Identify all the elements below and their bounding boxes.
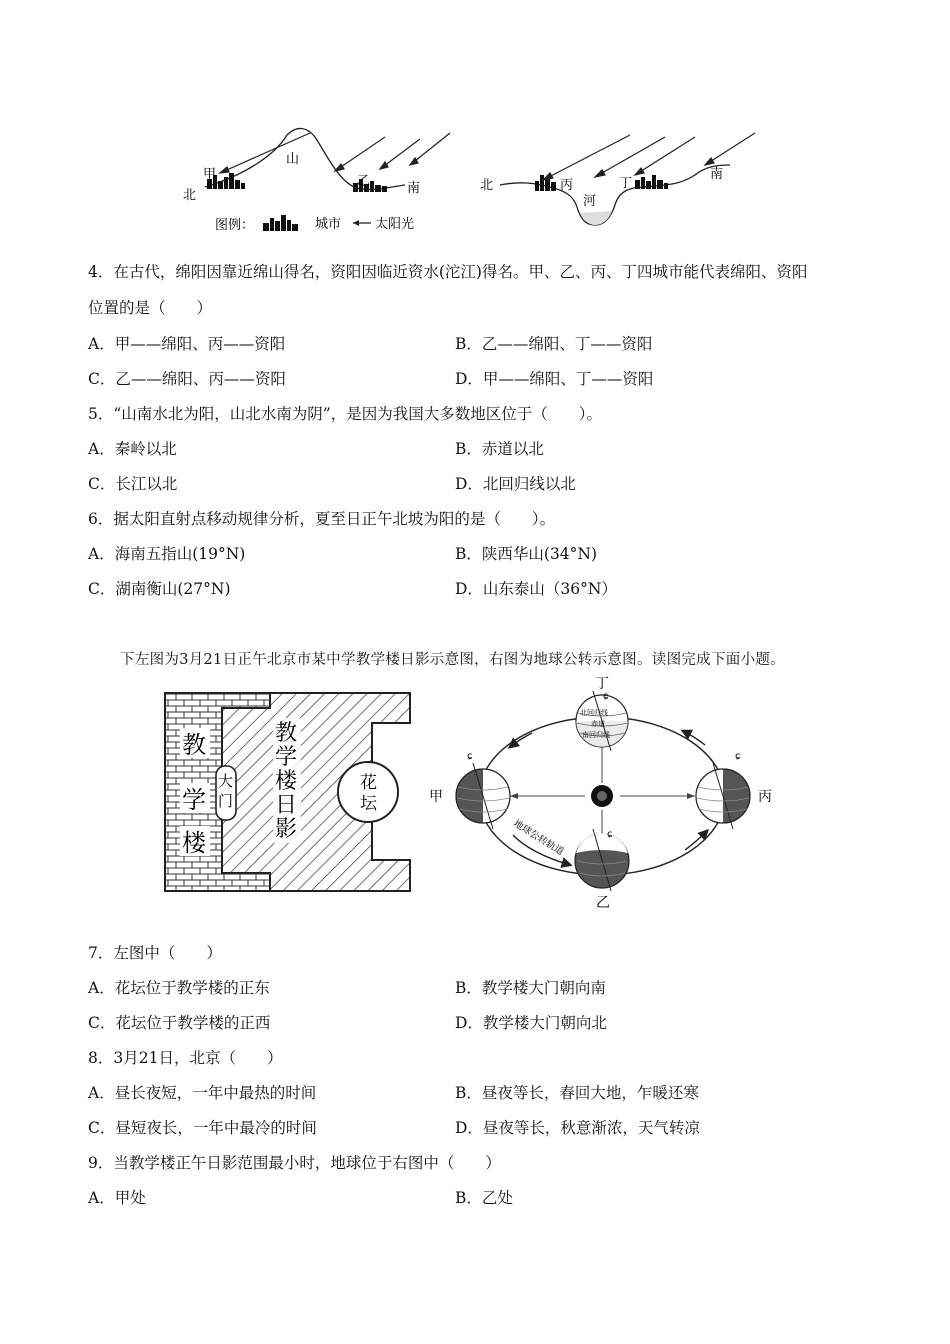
q5-option-b[interactable]: B．赤道以北 [455, 440, 544, 458]
q5-option-a[interactable]: A．秦岭以北 [88, 440, 177, 458]
shadow-char-3: 楼 [275, 769, 298, 794]
q9-stem: 9．当教学楼正午日影范围最小时，地球位于右图中（ ） [88, 1154, 501, 1172]
q9-option-a[interactable]: A．甲处 [88, 1189, 146, 1207]
q5-stem: 5．“山南水北为阳，山北水南为阴”，是因为我国大多数地区位于（ ）。 [88, 405, 602, 423]
flowerbed-char-2: 坛 [360, 794, 377, 814]
building-shadow-figure [160, 688, 418, 896]
shadow-char-5: 影 [275, 817, 298, 842]
legend-arrow-icon [353, 220, 359, 226]
q8-option-d[interactable]: D．昼夜等长，秋意渐浓，天气转凉 [455, 1119, 700, 1137]
earth-yi [575, 829, 629, 891]
axis-tag-jia: ɕ [467, 751, 473, 762]
q4-stem-line2: 位置的是（ ） [88, 299, 213, 317]
q8-option-b[interactable]: B．昼夜等长，春回大地，乍暖还寒 [455, 1084, 699, 1102]
sunlight-arrows-right [543, 133, 755, 180]
shadow-char-4: 日 [275, 793, 298, 818]
earth-revolution-figure [425, 675, 780, 910]
q7-option-c[interactable]: C．花坛位于教学楼的正西 [88, 1014, 271, 1032]
earth-jia [456, 751, 510, 829]
q8-option-c[interactable]: C．昼短夜长，一年中最冷的时间 [88, 1119, 317, 1137]
q7-option-b[interactable]: B．教学楼大门朝向南 [455, 979, 606, 997]
legend-label: 图例： [215, 218, 255, 233]
flowerbed-char-1: 花 [360, 773, 377, 793]
q5-option-d[interactable]: D．北回归线以北 [455, 475, 576, 493]
position-yi: 乙 [596, 895, 610, 910]
orbit-label: 地球公转轨道 [511, 818, 566, 858]
south-label-right: 南 [710, 167, 724, 182]
position-jia: 甲 [429, 789, 443, 805]
axis-tag-bing: ɕ [735, 751, 741, 762]
q4-option-c[interactable]: C．乙——绵阳、丙——资阳 [88, 370, 286, 388]
city-b-label: 乙 [357, 174, 371, 189]
q4-option-a[interactable]: A．甲——绵阳、丙——资阳 [88, 335, 286, 353]
shadow-char-2: 学 [275, 745, 298, 770]
q6-option-d[interactable]: D．山东泰山（36°N） [455, 580, 617, 598]
q7-option-d[interactable]: D．教学楼大门朝向北 [455, 1014, 607, 1032]
legend-sunlight-text: 太阳光 [375, 217, 415, 232]
q8-option-a[interactable]: A．昼长夜短，一年中最热的时间 [88, 1084, 317, 1102]
q8-stem: 8．3月21日，北京（ ） [88, 1049, 283, 1067]
door-char-2: 门 [218, 792, 234, 810]
city-d-label: 丁 [619, 176, 633, 191]
q6-option-c[interactable]: C．湖南衡山(27°N) [88, 580, 231, 598]
earth-bing [696, 751, 750, 829]
north-label: 北 [183, 188, 197, 203]
sun-slope-figure [175, 125, 765, 240]
mountain-label: 山 [286, 152, 300, 167]
ding-equator: 赤道 [591, 720, 605, 728]
legend-city-text: 城市 [315, 217, 342, 232]
city-a-label: 甲 [203, 167, 217, 182]
building-char-2: 学 [182, 786, 206, 814]
q7-option-a[interactable]: A．花坛位于教学楼的正东 [88, 979, 270, 997]
axis-tag-ding: ɕ [603, 691, 609, 702]
position-bing: 丙 [758, 789, 772, 805]
city-c-label: 丙 [560, 178, 574, 193]
building-char-1: 教 [182, 731, 206, 759]
axis-tag-yi: ɕ [607, 829, 613, 840]
ding-tropic-south: 南回归线 [582, 731, 610, 739]
river-diagram [480, 133, 755, 225]
q6-stem: 6．据太阳直射点移动规律分析，夏至日正午北坡为阳的是（ ）。 [88, 510, 556, 528]
sunlight-arrows [220, 133, 450, 173]
q6-option-a[interactable]: A．海南五指山(19°N) [88, 545, 246, 563]
mountain-diagram [183, 128, 450, 203]
river-label: 河 [583, 194, 597, 209]
q6-option-b[interactable]: B．陕西华山(34°N) [455, 545, 598, 563]
group-intro: 下左图为3月21日正午北京市某中学教学楼日影示意图，右图为地球公转示意图。读图完成下面小题。 [120, 652, 785, 668]
q4-stem-line1: 4．在古代，绵阳因靠近绵山得名，资阳因临近资水(沱江)得名。甲、乙、丙、丁四城市能代表绵阳、资阳 [88, 263, 808, 281]
q4-option-d[interactable]: D．甲——绵阳、丁——资阳 [455, 370, 654, 388]
south-label: 南 [407, 181, 421, 196]
north-label-right: 北 [480, 178, 494, 193]
legend-city-icon [263, 215, 298, 231]
shadow-char-1: 教 [275, 721, 298, 746]
earth-ding [576, 691, 628, 751]
ding-tropic-north: 北回归线 [580, 709, 608, 717]
building-char-3: 楼 [182, 829, 206, 857]
q5-option-c[interactable]: C．长江以北 [88, 475, 178, 493]
position-ding: 丁 [595, 676, 609, 692]
door-char-1: 大 [218, 772, 234, 790]
legend [215, 215, 414, 233]
q9-option-b[interactable]: B．乙处 [455, 1189, 513, 1207]
q7-stem: 7．左图中（ ） [88, 944, 222, 962]
q4-option-b[interactable]: B．乙——绵阳、丁——资阳 [455, 335, 653, 353]
